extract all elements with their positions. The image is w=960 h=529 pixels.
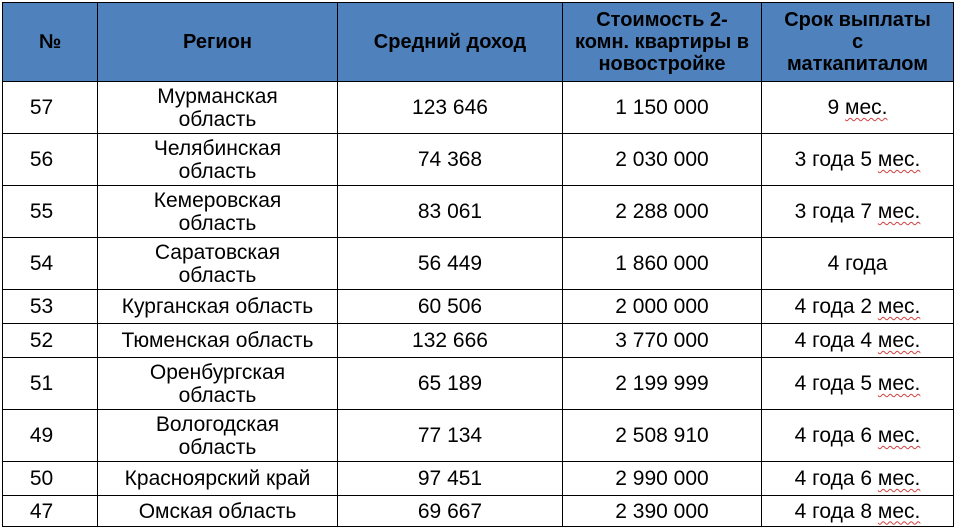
header-term-line: Срок выплаты: [784, 9, 931, 31]
table-row: [3, 186, 954, 238]
cell-term: [762, 134, 954, 186]
cell-region: Курганская область: [98, 290, 338, 324]
term-value: 3 года 7: [794, 200, 873, 223]
term-unit: мес.: [877, 295, 921, 318]
header-row: [3, 3, 954, 82]
cell-term: [762, 410, 954, 462]
cell-income: 83 061: [338, 186, 563, 238]
term-unit: мес.: [877, 499, 921, 523]
header-region: Регион: [98, 3, 338, 82]
cell-income: 60 506: [338, 290, 563, 324]
header-number: №: [3, 3, 98, 82]
cell-number: 51: [3, 358, 98, 410]
cell-term: [762, 496, 954, 527]
term-value: 4 года 8: [794, 499, 873, 523]
cell-cost: 2 990 000: [563, 462, 762, 496]
term-value: 3 года 5: [794, 148, 873, 171]
cell-number: 47: [3, 496, 98, 527]
term-value: 4 года: [827, 252, 888, 275]
term-value: 4 года 6: [794, 424, 873, 447]
cell-term: [762, 324, 954, 358]
cell-income: 65 189: [338, 358, 563, 410]
table-body: [3, 82, 954, 527]
term-value: 4 года 4: [794, 329, 873, 352]
cell-term: [762, 462, 954, 496]
header-term-line: с: [851, 31, 864, 53]
cell-cost: 1 150 000: [563, 82, 762, 134]
cell-region: Тюменская область: [98, 324, 338, 358]
cell-number: 57: [3, 82, 98, 134]
term-value: 4 года 2: [794, 295, 873, 318]
cell-region: Оренбургская область: [98, 358, 338, 410]
term-unit: мес.: [877, 200, 921, 223]
cell-income: 69 667: [338, 496, 563, 527]
cell-term: [762, 290, 954, 324]
cell-income: 77 134: [338, 410, 563, 462]
cell-cost: 2 288 000: [563, 186, 762, 238]
cell-number: 54: [3, 238, 98, 290]
header-cost-line: комн. квартиры в: [574, 31, 750, 53]
cell-term: [762, 82, 954, 134]
header-term: [762, 3, 954, 82]
term-unit: мес.: [877, 329, 921, 352]
term-unit: мес.: [877, 372, 921, 395]
cell-income: 132 666: [338, 324, 563, 358]
cell-number: 50: [3, 462, 98, 496]
cell-income: 56 449: [338, 238, 563, 290]
header-cost: [563, 3, 762, 82]
cell-term: [762, 186, 954, 238]
cell-region: Саратовская область: [98, 238, 338, 290]
term-unit: мес.: [877, 467, 921, 490]
table-row: [3, 238, 954, 290]
cell-region: Мурманская область: [98, 82, 338, 134]
table-row: [3, 82, 954, 134]
cell-number: 53: [3, 290, 98, 324]
term-value: 9: [827, 96, 840, 119]
table-row: [3, 462, 954, 496]
cell-cost: 3 770 000: [563, 324, 762, 358]
cell-cost: 2 199 999: [563, 358, 762, 410]
cell-region: Челябинская область: [98, 134, 338, 186]
term-value: 4 года 6: [794, 467, 873, 490]
cell-term: [762, 358, 954, 410]
cell-region: Красноярский край: [98, 462, 338, 496]
header-income: Средний доход: [338, 3, 563, 82]
cell-number: 55: [3, 186, 98, 238]
table-row: [3, 290, 954, 324]
data-table-container: [2, 2, 953, 527]
cell-region: Кемеровская область: [98, 186, 338, 238]
table-row: [3, 358, 954, 410]
term-unit: мес.: [877, 424, 921, 447]
cell-number: 49: [3, 410, 98, 462]
cell-region: Омская область: [98, 496, 338, 527]
table-row: [3, 324, 954, 358]
cell-cost: 1 860 000: [563, 238, 762, 290]
cell-number: 52: [3, 324, 98, 358]
cell-number: 56: [3, 134, 98, 186]
cell-income: 123 646: [338, 82, 563, 134]
table-row: [3, 134, 954, 186]
region-mortgage-table: [2, 2, 954, 527]
table-row: [3, 496, 954, 527]
cell-cost: 2 030 000: [563, 134, 762, 186]
term-unit: мес.: [845, 96, 888, 119]
cell-income: 74 368: [338, 134, 563, 186]
cell-cost: 2 390 000: [563, 496, 762, 527]
table-row: [3, 410, 954, 462]
cell-term: [762, 238, 954, 290]
cell-income: 97 451: [338, 462, 563, 496]
header-term-line: маткапиталом: [786, 53, 929, 75]
cell-region: Вологодская область: [98, 410, 338, 462]
header-cost-line: новостройке: [598, 53, 726, 75]
header-cost-line: Стоимость 2-: [596, 9, 728, 31]
cell-cost: 2 000 000: [563, 290, 762, 324]
term-unit: мес.: [877, 148, 921, 171]
cell-cost: 2 508 910: [563, 410, 762, 462]
term-value: 4 года 5: [794, 372, 873, 395]
